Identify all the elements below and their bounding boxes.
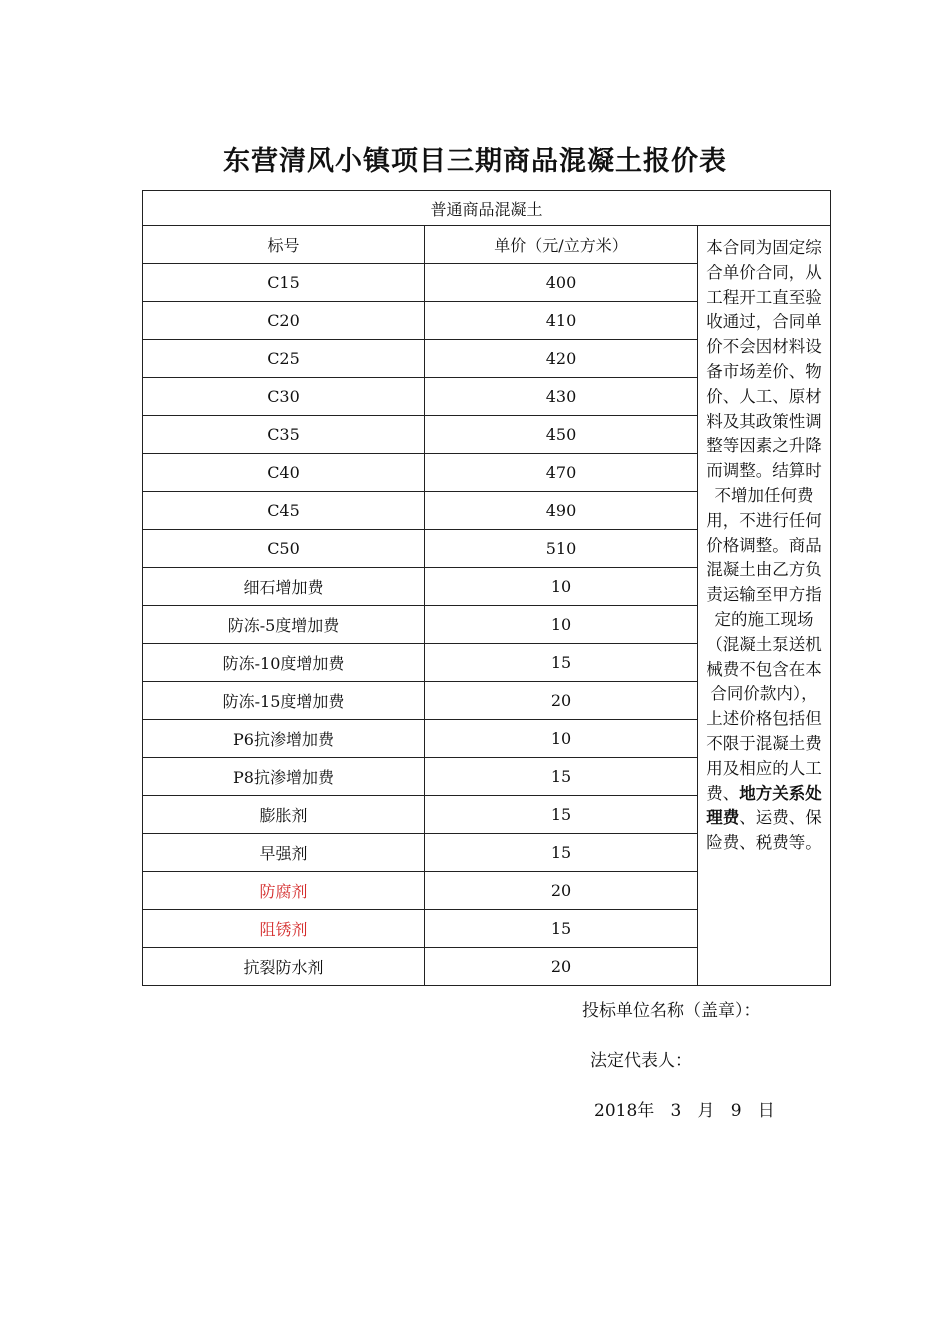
grade-cell: 防冻-5度增加费: [143, 606, 425, 644]
grade-cell: C30: [143, 378, 425, 416]
date-day: 9: [730, 1101, 742, 1121]
signing-date: [594, 1096, 775, 1121]
date-month: 3: [670, 1101, 682, 1121]
section-header: 普通商品混凝土: [143, 191, 831, 226]
grade-cell: P6抗渗增加费: [143, 720, 425, 758]
grade-cell: 阻锈剂: [143, 910, 425, 948]
price-cell: 15: [425, 834, 698, 872]
price-cell: 15: [425, 910, 698, 948]
price-cell: 510: [425, 530, 698, 568]
price-cell: 410: [425, 302, 698, 340]
grade-cell: 膨胀剂: [143, 796, 425, 834]
price-cell: 20: [425, 682, 698, 720]
price-cell: 470: [425, 454, 698, 492]
price-cell: 15: [425, 758, 698, 796]
price-table: [142, 190, 831, 986]
price-cell: 20: [425, 872, 698, 910]
column-header-price: 单价（元/立方米）: [425, 226, 698, 264]
grade-cell: C40: [143, 454, 425, 492]
grade-cell: 抗裂防水剂: [143, 948, 425, 986]
grade-cell: C20: [143, 302, 425, 340]
grade-cell: 防冻-15度增加费: [143, 682, 425, 720]
grade-cell: 早强剂: [143, 834, 425, 872]
contract-note-bold: 地方关系处理费: [706, 783, 822, 828]
price-cell: 420: [425, 340, 698, 378]
bidder-name-label: 投标单位名称（盖章）：: [582, 1001, 761, 1021]
price-cell: 430: [425, 378, 698, 416]
grade-cell: C50: [143, 530, 425, 568]
price-cell: 450: [425, 416, 698, 454]
price-cell: 400: [425, 264, 698, 302]
contract-note-part2: 、运费、保险费、税费等。: [706, 808, 822, 853]
date-day-unit: 日: [757, 1101, 775, 1121]
column-header-grade: 标号: [143, 226, 425, 264]
document-title: 东营清风小镇项目三期商品混凝土报价表: [223, 146, 727, 177]
price-cell: 490: [425, 492, 698, 530]
grade-cell: P8抗渗增加费: [143, 758, 425, 796]
legal-representative-label: 法定代表人：: [590, 1051, 692, 1071]
date-year: 2018: [594, 1101, 638, 1121]
grade-cell: C15: [143, 264, 425, 302]
grade-cell: C35: [143, 416, 425, 454]
section-header-row: [143, 191, 831, 226]
grade-cell: C25: [143, 340, 425, 378]
column-header-row: [143, 226, 831, 264]
price-cell: 10: [425, 606, 698, 644]
price-cell: 15: [425, 796, 698, 834]
contract-note: [698, 226, 831, 986]
grade-cell: 防腐剂: [143, 872, 425, 910]
contract-note-part1: 本合同为固定综合单价合同，从工程开工直至验收通过，合同单价不会因材料设备市场差价、物价、人工、原材料及其政策性调整等因素之升降而调整。结算时不增加任何费用，不进行任何价格调整。商品混凝土由乙方负责运输至甲方指定的施工现场（混凝土泵送机械费不包含在本合同价款内），上述价格包括但不限于混凝土费用及相应的人工费、: [706, 238, 822, 803]
price-cell: 15: [425, 644, 698, 682]
grade-cell: 细石增加费: [143, 568, 425, 606]
grade-cell: C45: [143, 492, 425, 530]
price-cell: 10: [425, 720, 698, 758]
price-cell: 20: [425, 948, 698, 986]
date-month-unit: 月: [697, 1101, 715, 1121]
price-cell: 10: [425, 568, 698, 606]
grade-cell: 防冻-10度增加费: [143, 644, 425, 682]
date-year-unit: 年: [637, 1101, 655, 1121]
